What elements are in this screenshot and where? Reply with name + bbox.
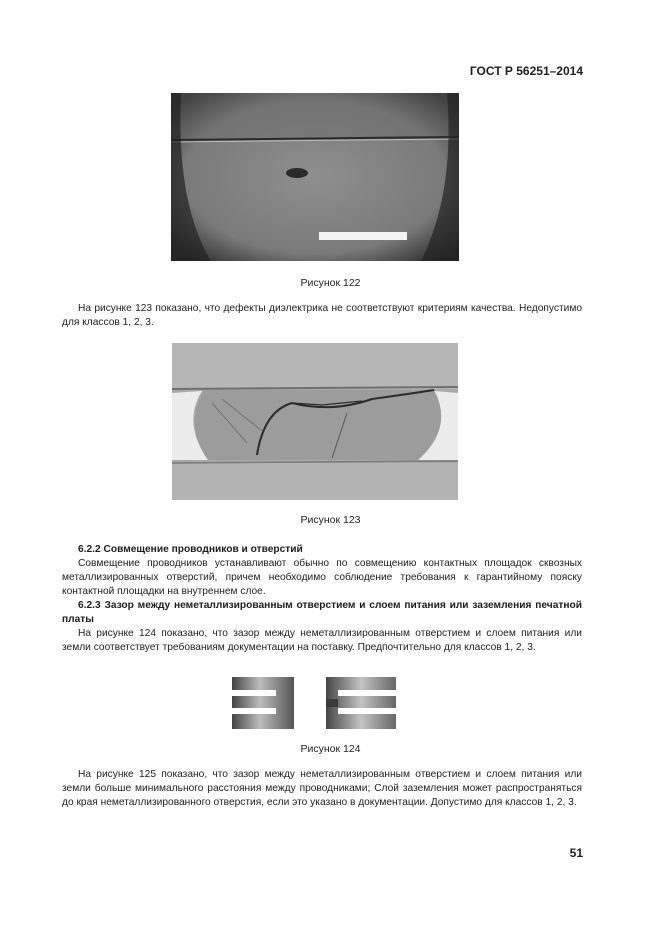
paragraph-figure-124: На рисунке 124 показано, что зазор между неметаллизированным отверстием и слоем питания или земли соответствует требованиям документации на поставку. Предпочтительно для классов 1, 2, 3. (62, 628, 582, 654)
figure-123-caption: Рисунок 123 (300, 514, 361, 526)
figure-124-caption: Рисунок 124 (300, 743, 361, 755)
paragraph-figure-125-text: На рисунке 125 показано, что зазор между неметаллизированным отверстием и слоем питания или земли больше минимального расстояния между проводниками; Слой заземления может распространяться до края неметаллизированного отверстия, если это указано в документации. Допустимо для классов 1, 2, 3. (62, 769, 582, 809)
page-number: 51 (569, 846, 583, 860)
figure-124-image (232, 677, 398, 729)
section-6-2-2-text: Совмещение проводников устанавливают обычно по совмещению контактных площадок сквозных металлизированных отверстий, причем необходимо соблюдение требования к гарантийному пояску контактной площадки на внутреннем слое. (62, 558, 582, 598)
section-6-2-2-title: 6.2.2 Совмещение проводников и отверстий (78, 544, 303, 555)
document-header: ГОСТ Р 56251–2014 (469, 64, 583, 78)
figure-122-caption: Рисунок 122 (300, 277, 361, 289)
paragraph-figure-123 (62, 302, 582, 330)
figure-123-image (172, 343, 458, 500)
paragraph-figure-123-text: На рисунке 123 показано, что дефекты диэлектрика не соответствуют критериям качества. Недопустимо для классов 1, 2, 3. (62, 303, 582, 329)
figure-122-image (171, 93, 459, 261)
section-6-2-3-title: 6.2.3 Зазор между неметаллизированным отверстием и слоем питания или заземления печатной платы (62, 600, 582, 626)
paragraph-figure-125 (62, 768, 582, 811)
